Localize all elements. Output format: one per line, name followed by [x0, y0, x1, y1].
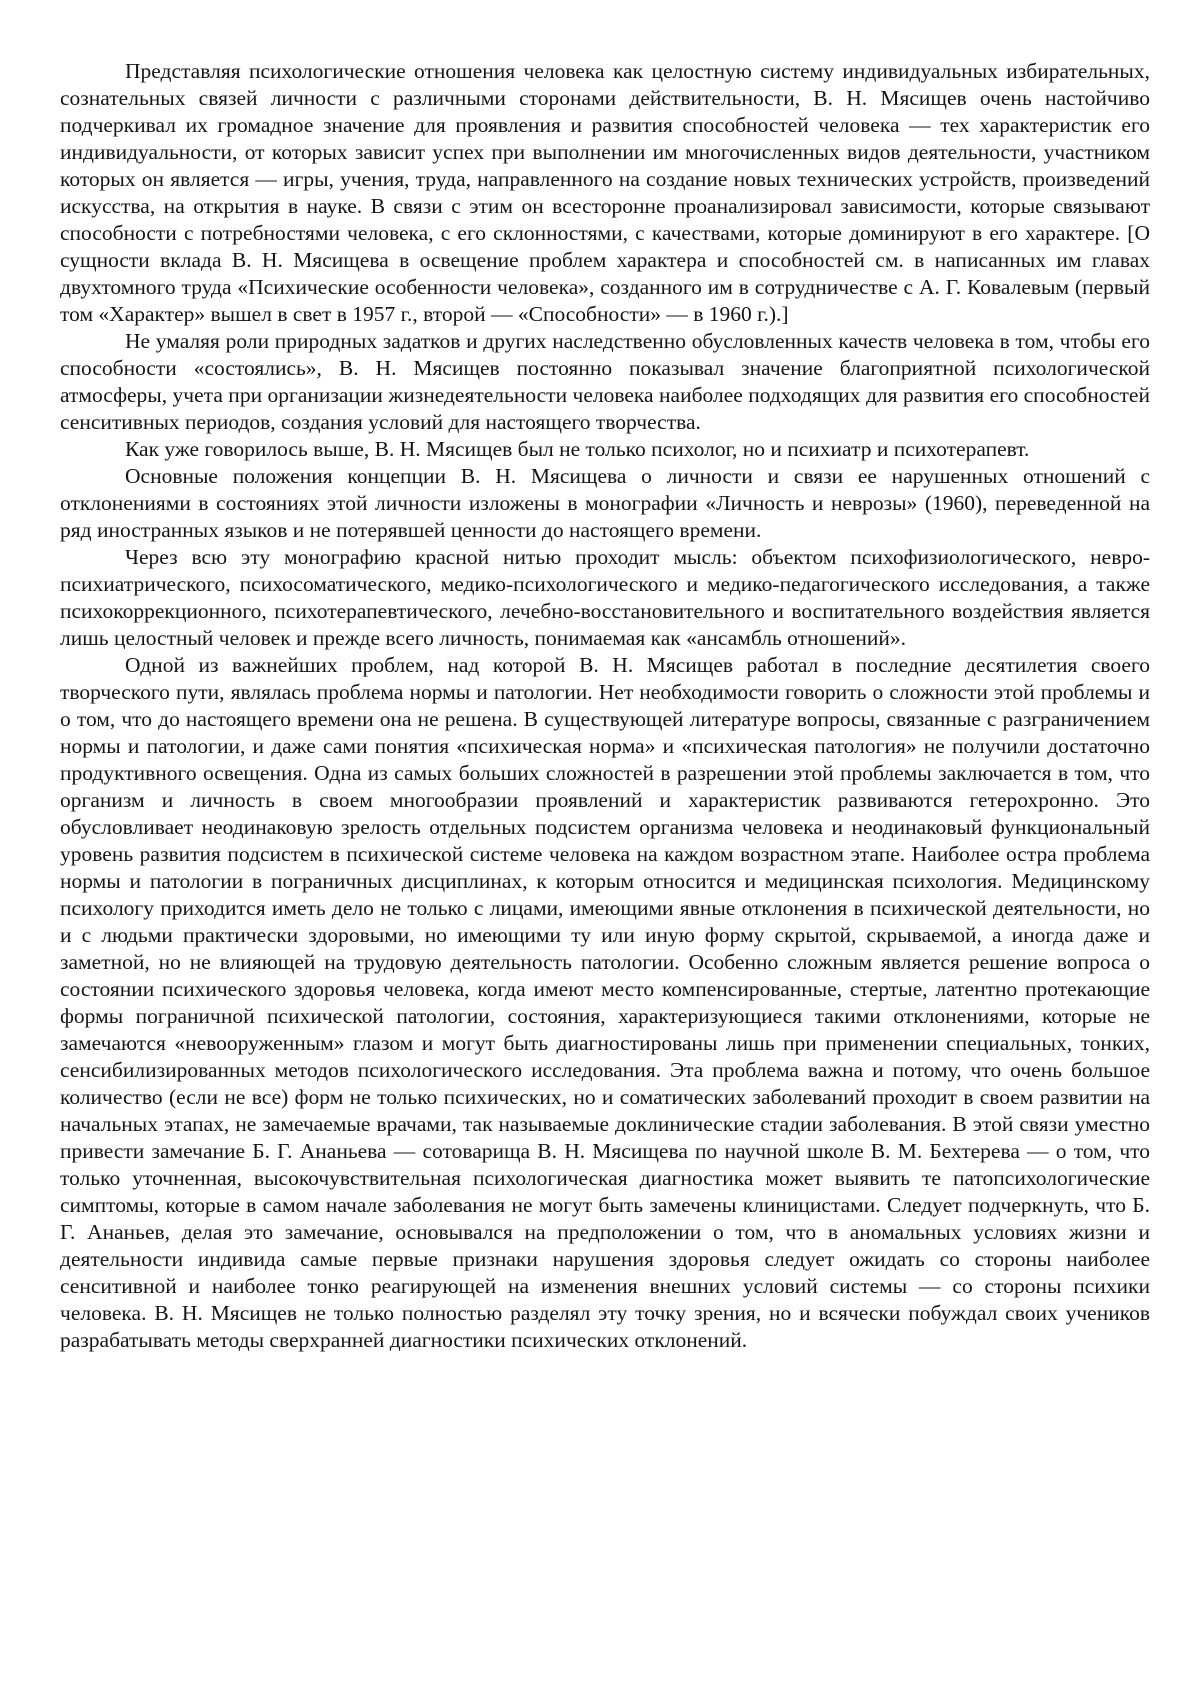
paragraph-personality-neuroses: Основные положения концепции В. Н. Мясищева о личности и связи ее нарушенных отношений с отклонениями в состояниях этой личности изложены в монографии «Личность и неврозы» (1960), переведенной на ряд иностранных языков и не потерявшей ценности до настоящего времени.	[60, 464, 1150, 542]
paragraph-natural-aptitudes: Не умаляя роли природных задатков и других наследственно обусловленных качеств человека в том, чтобы его способности «состоялись», В. Н. Мясищев постоянно показывал значение благоприятной психологической атмосферы, учета при организации жизнедеятельности человека наиболее подходящих для развития его способностей сенситивных периодов, создания условий для настоящего творчества.	[60, 329, 1150, 434]
paragraph-ensemble-of-relations: Через всю эту монографию красной нитью проходит мысль: объектом психофизиологического, невро-психиатрического, психосоматического, медико-психологического и медико-педагогического исследования, а также психокоррекционного, психотерапевтического, лечебно-восстановительного и воспитательного воздействия является лишь целостный человек и прежде всего личность, понимаемая как «ансамбль отношений».	[60, 545, 1150, 650]
paragraph-norm-and-pathology: Одной из важнейших проблем, над которой В. Н. Мясищев работал в последние десятилетия своего творческого пути, являлась проблема нормы и патологии. Нет необходимости говорить о сложности этой проблемы и о том, что до настоящего времени она не решена. В существующей литературе вопросы, связанные с разграничением нормы и патологии, и даже сами понятия «психическая норма» и «психическая патология» не получили достаточно продуктивного освещения. Одна из самых больших сложностей в разрешении этой проблемы заключается в том, что организм и личность в своем многообразии проявлений и характеристик развиваются гетерохронно. Это обусловливает неодинаковую зрелость отдельных подсистем организма человека и неодинаковый функциональный уровень развития подсистем в психической системе человека на каждом возрастном этапе. Наиболее остра проблема нормы и патологии в пограничных дисциплинах, к которым относится и медицинская психология. Медицинскому психологу приходится иметь дело не только с лицами, имеющими явные отклонения в психической деятельности, но и с людьми практически здоровыми, но имеющими ту или иную форму скрытой, скрываемой, а иногда даже и заметной, но не влияющей на трудовую деятельность патологии. Особенно сложным является решение вопроса о состоянии психического здоровья человека, когда имеют место компенсированные, стертые, латентно протекающие формы пограничной психической патологии, состояния, характеризующиеся такими отклонениями, которые не замечаются «невооруженным» глазом и могут быть диагностированы лишь при применении специальных, тонких, сенсибилизированных методов психологического исследования. Эта проблема важна и потому, что очень большое количество (если не все) форм не только психических, но и соматических заболеваний проходит в своем развитии на начальных этапах, не замечаемые врачами, так называемые доклинические стадии заболевания. В этой связи уместно привести замечание Б. Г. Ананьева — сотоварища В. Н. Мясищева по научной школе В. М. Бехтерева — о том, что только уточненная, высокочувствительная психологическая диагностика может выявить те патопсихологические симптомы, которые в самом начале заболевания не могут быть замечены клиницистами. Следует подчеркнуть, что Б. Г. Ананьев, делая это замечание, основывался на предположении о том, что в аномальных условиях жизни и деятельности индивида самые первые признаки нарушения здоровья следует ожидать со стороны наиболее сенситивной и наиболее тонко реагирующей на изменения внешних условий системы — со стороны психики человека. В. Н. Мясищев не только полностью разделял эту точку зрения, но и всячески побуждал своих учеников разрабатывать методы сверхранней диагностики психических отклонений.	[60, 653, 1150, 1352]
document-page	[60, 58, 1150, 1354]
paragraph-psychiatrist: Как уже говорилось выше, В. Н. Мясищев был не только психолог, но и психиатр и психотерапевт.	[125, 437, 1030, 461]
paragraph-abilities: Представляя психологические отношения человека как целостную систему индивидуальных избирательных, сознательных связей личности с различными сторонами действительности, В. Н. Мясищев очень настойчиво подчеркивал их громадное значение для проявления и развития способностей человека — тех характеристик его индивидуальности, от которых зависит успех при выполнении им многочисленных видов деятельности, участником которых он является — игры, учения, труда, направленного на создание новых технических устройств, произведений искусства, на открытия в науке. В связи с этим он всесторонне проанализировал зависимости, которые связывают способности с потребностями человека, с его склонностями, с качествами, которые доминируют в его характере. [О сущности вклада В. Н. Мясищева в освещение проблем характера и способностей см. в написанных им главах двухтомного труда «Психические особенности человека», созданного им в сотрудничестве с А. Г. Ковалевым (первый том «Характер» вышел в свет в 1957 г., второй — «Способности» — в 1960 г.).]	[60, 59, 1150, 326]
